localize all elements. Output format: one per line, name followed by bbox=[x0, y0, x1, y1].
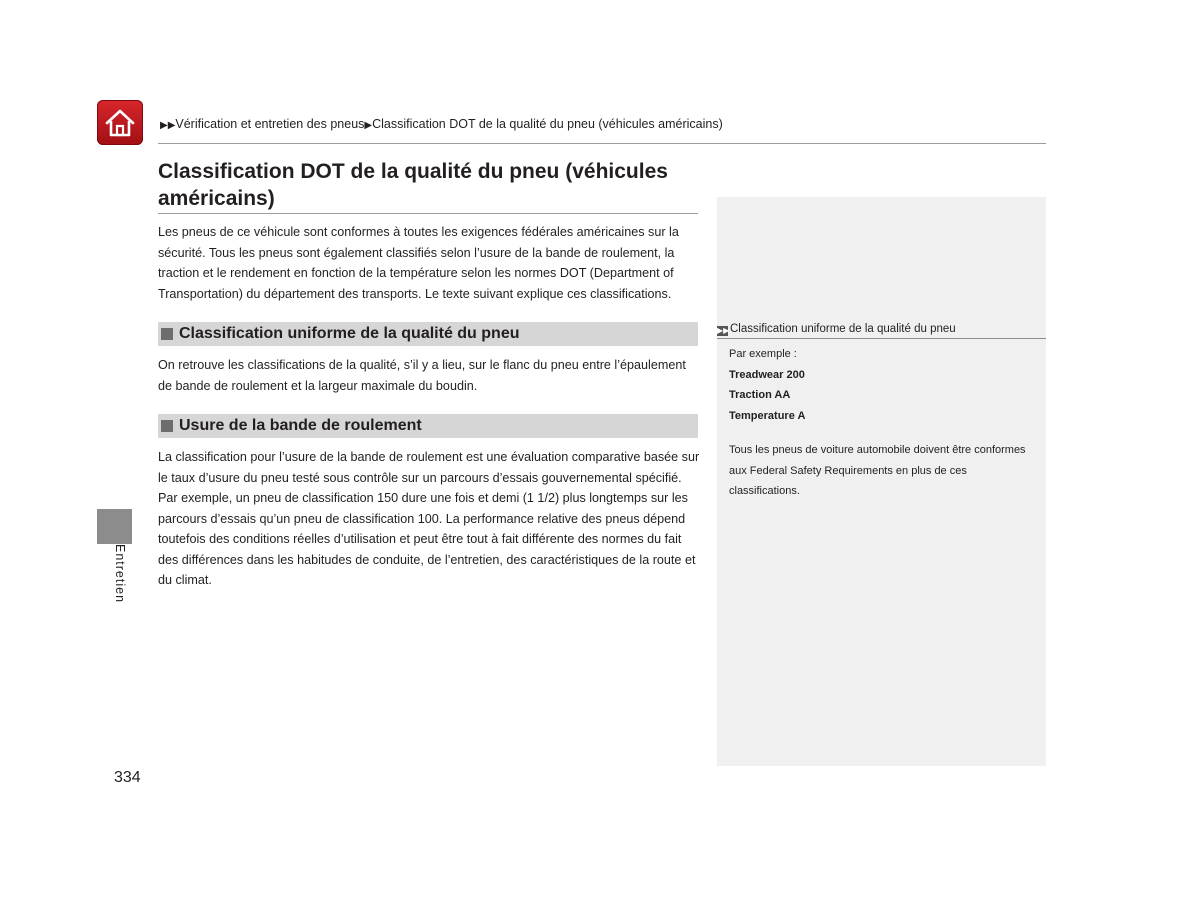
breadcrumb bbox=[160, 117, 723, 131]
page-title: Classification DOT de la qualité du pneu (véhicules américains) bbox=[158, 160, 668, 210]
section-square-icon bbox=[161, 420, 173, 432]
title-divider bbox=[158, 213, 698, 214]
header-divider bbox=[158, 143, 1046, 144]
example-treadwear: Treadwear 200 bbox=[729, 368, 805, 381]
section-heading-treadwear bbox=[158, 414, 698, 438]
breadcrumb-arrow-icon: ▶▶ bbox=[160, 120, 176, 131]
side-note-body bbox=[729, 344, 1039, 502]
section-heading-text: Usure de la bande de roulement bbox=[179, 417, 422, 434]
home-icon bbox=[104, 108, 136, 138]
section-heading-uniform-grading bbox=[158, 322, 698, 346]
uniform-grading-paragraph: On retrouve les classifications de la qualité, s’il y a lieu, sur le flanc du pneu entre l’épaulement de bande de roulement et la largeur maximale du boudin. bbox=[158, 358, 686, 393]
breadcrumb-current: Classification DOT de la qualité du pneu (véhicules américains) bbox=[372, 117, 723, 131]
breadcrumb-link-tires[interactable]: Vérification et entretien des pneus bbox=[175, 117, 365, 131]
side-note-heading bbox=[717, 321, 1046, 339]
example-temperature: Temperature A bbox=[729, 409, 806, 422]
side-note-heading-text: Classification uniforme de la qualité du pneu bbox=[730, 323, 956, 335]
section-heading-text: Classification uniforme de la qualité du pneu bbox=[179, 325, 520, 342]
reference-arrow-icon: ▶▶ bbox=[717, 326, 730, 335]
intro-paragraph: Les pneus de ce véhicule sont conformes à toutes les exigences fédérales américaines sur la sécurité. Tous les pneus sont également classifiés selon l’usure de la bande de roulement, la traction et le rendement en fonction de la température selon les normes DOT (Department of Transportation) du département des transports. Le texte suivant explique ces classifications. bbox=[158, 225, 679, 301]
side-note-text: Tous les pneus de voiture automobile doivent être conformes aux Federal Safety Requirements en plus de ces classifications. bbox=[729, 444, 1026, 497]
example-traction: Traction AA bbox=[729, 389, 791, 401]
treadwear-paragraph: La classification pour l’usure de la bande de roulement est une évaluation comparative basée sur le taux d’usure du pneu testé sous contrôle sur un parcours d’essais gouvernemental spécifié. Par exemple, un pneu de classification 150 dure une fois et demi (1 1/2) plus longtemps sur les parcours d’essais qu’un pneu de classification 100. La performance relative des pneus dépend toutefois des conditions réelles d’utilisation et peut être tout à fait différente des normes du fait des différences dans les habitudes de conduite, de l’entretien, des caractéristiques de la route et du climat. bbox=[158, 450, 700, 587]
page-number: 334 bbox=[114, 769, 141, 786]
breadcrumb-arrow-icon: ▶ bbox=[364, 120, 373, 131]
chapter-tab-marker bbox=[97, 509, 132, 544]
side-note-panel bbox=[717, 197, 1046, 766]
section-square-icon bbox=[161, 328, 173, 340]
chapter-tab-label: Entretien bbox=[113, 544, 127, 604]
example-label: Par exemple : bbox=[729, 348, 797, 360]
home-button[interactable] bbox=[97, 100, 143, 145]
